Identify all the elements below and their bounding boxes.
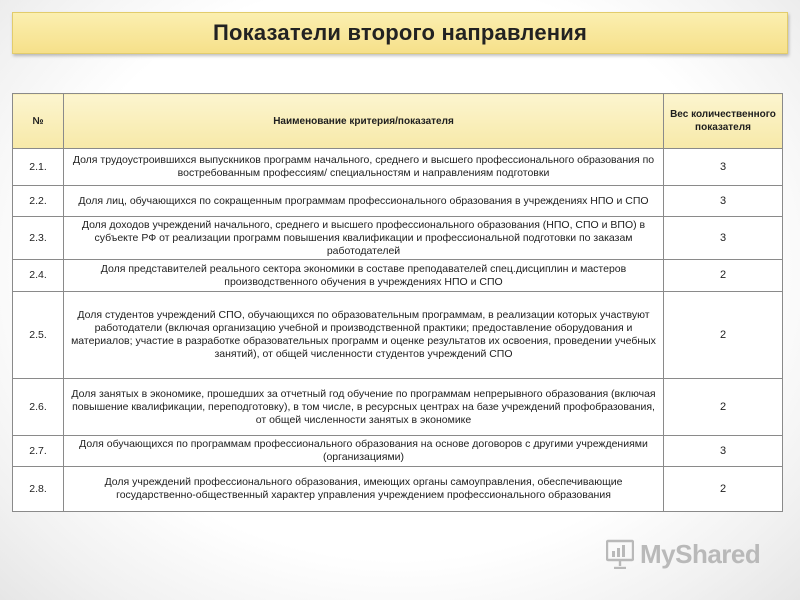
row-weight: 3 — [664, 149, 783, 186]
row-number: 2.2. — [13, 186, 64, 217]
header-weight: Вес количественного показателя — [664, 94, 783, 149]
row-number: 2.7. — [13, 436, 64, 467]
table-row — [13, 467, 783, 512]
table-row — [13, 436, 783, 467]
presentation-board-icon — [606, 539, 634, 569]
table-row — [13, 186, 783, 217]
row-number: 2.4. — [13, 260, 64, 292]
table-header-row — [13, 94, 783, 149]
table-row — [13, 149, 783, 186]
row-criterion: Доля представителей реального сектора экономики в составе преподавателей спец.дисциплин и мастеров производственного обучения в учреждениях НПО и СПО — [64, 260, 664, 292]
row-criterion: Доля доходов учреждений начального, среднего и высшего профессионального образования (НПО, СПО и ВПО) в субъекте РФ от реализации программ повышения квалификации и профессиональной подготовки по заказам работодателей — [64, 217, 664, 260]
table-row — [13, 217, 783, 260]
row-criterion: Доля лиц, обучающихся по сокращенным программам профессионального образования в учреждениях НПО и СПО — [64, 186, 664, 217]
criteria-table — [12, 93, 783, 512]
header-criterion-name: Наименование критерия/показателя — [64, 94, 664, 149]
row-weight: 2 — [664, 379, 783, 436]
row-number: 2.5. — [13, 292, 64, 379]
criteria-table-container — [12, 93, 782, 512]
row-weight: 3 — [664, 436, 783, 467]
row-weight: 2 — [664, 292, 783, 379]
myshared-watermark-logo — [606, 536, 760, 572]
table-row — [13, 292, 783, 379]
row-weight: 3 — [664, 217, 783, 260]
row-number: 2.1. — [13, 149, 64, 186]
row-number: 2.6. — [13, 379, 64, 436]
title-banner — [12, 12, 788, 54]
row-criterion: Доля занятых в экономике, прошедших за отчетный год обучение по программам непрерывного образования (включая повышение квалификации, переподготовку), в том числе, в ресурсных центрах на базе учреждений профобразования, от общей численности занятых в экономике — [64, 379, 664, 436]
row-number: 2.3. — [13, 217, 64, 260]
row-criterion: Доля обучающихся по программам профессионального образования на основе договоров с другими учреждениями (организациями) — [64, 436, 664, 467]
table-row — [13, 379, 783, 436]
row-weight: 3 — [664, 186, 783, 217]
row-criterion: Доля трудоустроившихся выпускников программ начального, среднего и высшего профессионального образования по востребованным профессиям/ специальностям и направлениям подготовки — [64, 149, 664, 186]
row-weight: 2 — [664, 260, 783, 292]
row-number: 2.8. — [13, 467, 64, 512]
watermark-text: MyShared — [640, 538, 761, 569]
table-row — [13, 260, 783, 292]
header-number: № — [13, 94, 64, 149]
row-criterion: Доля учреждений профессионального образования, имеющих органы самоуправления, обеспечивающие государственно-общественный характер управления учреждением профессионального образования — [64, 467, 664, 512]
row-weight: 2 — [664, 467, 783, 512]
page-title: Показатели второго направления — [212, 20, 588, 45]
row-criterion: Доля студентов учреждений СПО, обучающихся по образовательным программам, в реализации которых участвуют работодатели (включая организацию учебной и производственной практики; предоставление оборудования и материалов; участие в разработке образовательных программ и оценке результатов их освоения, проведении учебных занятий), от общей численности студентов учреждений СПО — [64, 292, 664, 379]
